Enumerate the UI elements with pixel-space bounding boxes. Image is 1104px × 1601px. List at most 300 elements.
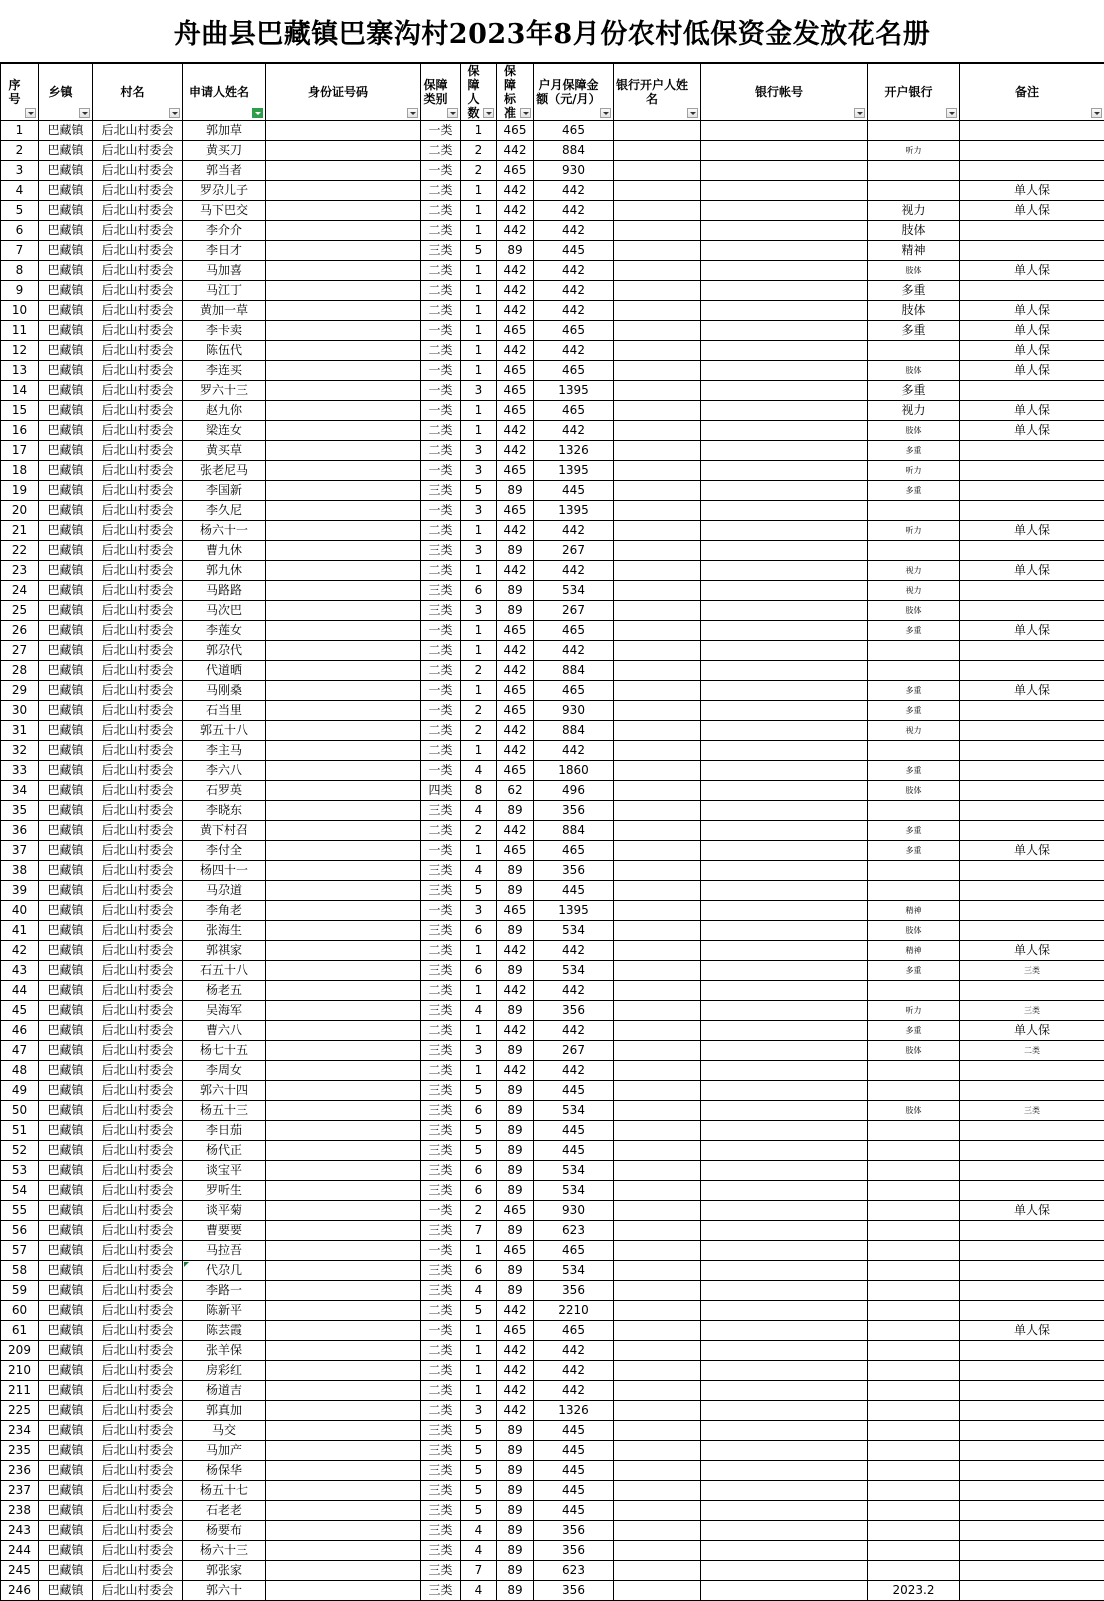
cell-account-holder[interactable] [614, 1301, 701, 1321]
cell-applicant[interactable]: 杨六十一 [183, 521, 266, 541]
cell-monthly-amount[interactable]: 442 [534, 1361, 614, 1381]
cell-standard[interactable]: 89 [497, 1521, 534, 1541]
cell-people[interactable]: 1 [461, 841, 497, 861]
cell-remarks[interactable] [960, 1541, 1104, 1561]
cell-applicant[interactable]: 李晓东 [183, 801, 266, 821]
cell-remarks[interactable] [960, 1501, 1104, 1521]
cell-seq[interactable]: 10 [1, 301, 39, 321]
cell-monthly-amount[interactable]: 1860 [534, 761, 614, 781]
cell-id-number[interactable] [266, 1261, 421, 1281]
cell-people[interactable]: 1 [461, 621, 497, 641]
cell-remarks[interactable] [960, 861, 1104, 881]
cell-monthly-amount[interactable]: 445 [534, 1081, 614, 1101]
cell-standard[interactable]: 89 [497, 1261, 534, 1281]
cell-category[interactable]: 三类 [421, 1501, 461, 1521]
cell-seq[interactable]: 51 [1, 1121, 39, 1141]
cell-id-number[interactable] [266, 561, 421, 581]
cell-village[interactable]: 后北山村委会 [93, 501, 183, 521]
cell-people[interactable]: 1 [461, 281, 497, 301]
cell-category[interactable]: 四类 [421, 781, 461, 801]
cell-village[interactable]: 后北山村委会 [93, 461, 183, 481]
cell-town[interactable]: 巴藏镇 [39, 741, 93, 761]
cell-seq[interactable]: 42 [1, 941, 39, 961]
cell-monthly-amount[interactable]: 442 [534, 1021, 614, 1041]
cell-category[interactable]: 二类 [421, 141, 461, 161]
cell-village[interactable]: 后北山村委会 [93, 1421, 183, 1441]
cell-id-number[interactable] [266, 981, 421, 1001]
cell-standard[interactable]: 442 [497, 641, 534, 661]
cell-seq[interactable]: 41 [1, 921, 39, 941]
cell-bank[interactable] [868, 181, 960, 201]
cell-people[interactable]: 1 [461, 221, 497, 241]
cell-remarks[interactable] [960, 881, 1104, 901]
cell-seq[interactable]: 23 [1, 561, 39, 581]
cell-people[interactable]: 6 [461, 921, 497, 941]
cell-people[interactable]: 6 [461, 1101, 497, 1121]
cell-standard[interactable]: 89 [497, 1461, 534, 1481]
cell-seq[interactable]: 35 [1, 801, 39, 821]
cell-remarks[interactable] [960, 641, 1104, 661]
cell-remarks[interactable] [960, 1521, 1104, 1541]
cell-id-number[interactable] [266, 1401, 421, 1421]
cell-standard[interactable]: 89 [497, 581, 534, 601]
cell-account-holder[interactable] [614, 421, 701, 441]
cell-id-number[interactable] [266, 1101, 421, 1121]
cell-standard[interactable]: 465 [497, 361, 534, 381]
cell-village[interactable]: 后北山村委会 [93, 821, 183, 841]
cell-seq[interactable]: 211 [1, 1381, 39, 1401]
cell-village[interactable]: 后北山村委会 [93, 221, 183, 241]
cell-category[interactable]: 二类 [421, 1301, 461, 1321]
cell-monthly-amount[interactable]: 1395 [534, 501, 614, 521]
cell-account-holder[interactable] [614, 201, 701, 221]
cell-bank[interactable] [868, 1261, 960, 1281]
filter-active-icon[interactable] [252, 108, 263, 118]
cell-applicant[interactable]: 曹要要 [183, 1221, 266, 1241]
cell-standard[interactable]: 89 [497, 1141, 534, 1161]
cell-remarks[interactable] [960, 1361, 1104, 1381]
cell-account-number[interactable] [701, 1441, 868, 1461]
cell-category[interactable]: 三类 [421, 481, 461, 501]
cell-people[interactable]: 4 [461, 761, 497, 781]
cell-standard[interactable]: 465 [497, 1321, 534, 1341]
cell-people[interactable]: 4 [461, 1541, 497, 1561]
cell-applicant[interactable]: 马刚桑 [183, 681, 266, 701]
cell-seq[interactable]: 40 [1, 901, 39, 921]
cell-village[interactable]: 后北山村委会 [93, 1581, 183, 1601]
cell-account-number[interactable] [701, 421, 868, 441]
cell-account-number[interactable] [701, 281, 868, 301]
cell-monthly-amount[interactable]: 2210 [534, 1301, 614, 1321]
cell-id-number[interactable] [266, 1181, 421, 1201]
cell-village[interactable]: 后北山村委会 [93, 781, 183, 801]
cell-village[interactable]: 后北山村委会 [93, 561, 183, 581]
cell-monthly-amount[interactable]: 442 [534, 941, 614, 961]
cell-seq[interactable]: 33 [1, 761, 39, 781]
cell-category[interactable]: 二类 [421, 521, 461, 541]
cell-account-number[interactable] [701, 1561, 868, 1581]
cell-standard[interactable]: 89 [497, 1481, 534, 1501]
cell-bank[interactable] [868, 1141, 960, 1161]
cell-village[interactable]: 后北山村委会 [93, 161, 183, 181]
cell-account-number[interactable] [701, 301, 868, 321]
cell-account-number[interactable] [701, 1321, 868, 1341]
cell-town[interactable]: 巴藏镇 [39, 281, 93, 301]
cell-bank[interactable]: 肢体 [868, 261, 960, 281]
cell-remarks[interactable]: 单人保 [960, 621, 1104, 641]
cell-bank[interactable]: 肢体 [868, 221, 960, 241]
cell-standard[interactable]: 89 [497, 1281, 534, 1301]
cell-category[interactable]: 三类 [421, 1121, 461, 1141]
cell-remarks[interactable] [960, 1241, 1104, 1261]
cell-account-number[interactable] [701, 1181, 868, 1201]
cell-standard[interactable]: 442 [497, 1341, 534, 1361]
cell-id-number[interactable] [266, 801, 421, 821]
cell-category[interactable]: 二类 [421, 261, 461, 281]
cell-account-holder[interactable] [614, 1061, 701, 1081]
cell-standard[interactable]: 465 [497, 841, 534, 861]
cell-account-number[interactable] [701, 221, 868, 241]
cell-seq[interactable]: 47 [1, 1041, 39, 1061]
cell-applicant[interactable]: 李日茄 [183, 1121, 266, 1141]
cell-remarks[interactable] [960, 241, 1104, 261]
cell-applicant[interactable]: 黄买刀 [183, 141, 266, 161]
cell-remarks[interactable] [960, 121, 1104, 141]
cell-people[interactable]: 1 [461, 641, 497, 661]
cell-town[interactable]: 巴藏镇 [39, 501, 93, 521]
cell-town[interactable]: 巴藏镇 [39, 881, 93, 901]
cell-category[interactable]: 三类 [421, 1461, 461, 1481]
cell-town[interactable]: 巴藏镇 [39, 1421, 93, 1441]
cell-account-holder[interactable] [614, 1021, 701, 1041]
cell-id-number[interactable] [266, 501, 421, 521]
cell-account-holder[interactable] [614, 281, 701, 301]
cell-category[interactable]: 三类 [421, 1561, 461, 1581]
cell-applicant[interactable]: 黄加一草 [183, 301, 266, 321]
cell-people[interactable]: 6 [461, 1181, 497, 1201]
cell-village[interactable]: 后北山村委会 [93, 1461, 183, 1481]
cell-account-number[interactable] [701, 321, 868, 341]
cell-people[interactable]: 1 [461, 421, 497, 441]
cell-village[interactable]: 后北山村委会 [93, 1321, 183, 1341]
cell-town[interactable]: 巴藏镇 [39, 1061, 93, 1081]
cell-seq[interactable]: 46 [1, 1021, 39, 1041]
cell-account-holder[interactable] [614, 661, 701, 681]
cell-standard[interactable]: 465 [497, 701, 534, 721]
cell-applicant[interactable]: 杨要布 [183, 1521, 266, 1541]
cell-village[interactable]: 后北山村委会 [93, 861, 183, 881]
cell-id-number[interactable] [266, 281, 421, 301]
cell-village[interactable]: 后北山村委会 [93, 681, 183, 701]
cell-applicant[interactable]: 杨六十三 [183, 1541, 266, 1561]
cell-seq[interactable]: 39 [1, 881, 39, 901]
cell-village[interactable]: 后北山村委会 [93, 621, 183, 641]
cell-account-holder[interactable] [614, 181, 701, 201]
cell-remarks[interactable] [960, 1221, 1104, 1241]
cell-remarks[interactable]: 单人保 [960, 181, 1104, 201]
cell-town[interactable]: 巴藏镇 [39, 1201, 93, 1221]
cell-standard[interactable]: 465 [497, 321, 534, 341]
cell-people[interactable]: 4 [461, 1281, 497, 1301]
cell-account-number[interactable] [701, 881, 868, 901]
cell-monthly-amount[interactable]: 534 [534, 1261, 614, 1281]
cell-town[interactable]: 巴藏镇 [39, 801, 93, 821]
cell-village[interactable]: 后北山村委会 [93, 541, 183, 561]
cell-standard[interactable]: 89 [497, 601, 534, 621]
cell-seq[interactable]: 45 [1, 1001, 39, 1021]
cell-id-number[interactable] [266, 261, 421, 281]
cell-bank[interactable] [868, 1281, 960, 1301]
cell-id-number[interactable] [266, 1161, 421, 1181]
cell-standard[interactable]: 89 [497, 921, 534, 941]
cell-standard[interactable]: 465 [497, 501, 534, 521]
cell-monthly-amount[interactable]: 267 [534, 601, 614, 621]
cell-people[interactable]: 4 [461, 801, 497, 821]
cell-remarks[interactable]: 三类 [960, 1101, 1104, 1121]
cell-account-number[interactable] [701, 1301, 868, 1321]
cell-village[interactable]: 后北山村委会 [93, 941, 183, 961]
cell-account-holder[interactable] [614, 1381, 701, 1401]
cell-monthly-amount[interactable]: 534 [534, 961, 614, 981]
cell-id-number[interactable] [266, 1301, 421, 1321]
cell-remarks[interactable] [960, 601, 1104, 621]
cell-standard[interactable]: 465 [497, 621, 534, 641]
cell-village[interactable]: 后北山村委会 [93, 761, 183, 781]
cell-bank[interactable]: 听力 [868, 141, 960, 161]
cell-village[interactable]: 后北山村委会 [93, 1221, 183, 1241]
cell-town[interactable]: 巴藏镇 [39, 1181, 93, 1201]
cell-category[interactable]: 二类 [421, 1361, 461, 1381]
cell-account-number[interactable] [701, 761, 868, 781]
cell-category[interactable]: 二类 [421, 421, 461, 441]
filter-dropdown-icon[interactable] [687, 108, 698, 118]
cell-standard[interactable]: 89 [497, 1181, 534, 1201]
cell-applicant[interactable]: 郭张家 [183, 1561, 266, 1581]
cell-town[interactable]: 巴藏镇 [39, 1461, 93, 1481]
cell-applicant[interactable]: 曹六八 [183, 1021, 266, 1041]
cell-village[interactable]: 后北山村委会 [93, 181, 183, 201]
cell-id-number[interactable] [266, 1021, 421, 1041]
cell-applicant[interactable]: 马加产 [183, 1441, 266, 1461]
cell-id-number[interactable] [266, 461, 421, 481]
cell-id-number[interactable] [266, 141, 421, 161]
cell-bank[interactable] [868, 1221, 960, 1241]
cell-applicant[interactable]: 杨五十七 [183, 1481, 266, 1501]
cell-account-number[interactable] [701, 181, 868, 201]
cell-seq[interactable]: 36 [1, 821, 39, 841]
cell-town[interactable]: 巴藏镇 [39, 1301, 93, 1321]
cell-people[interactable]: 5 [461, 1421, 497, 1441]
cell-id-number[interactable] [266, 961, 421, 981]
cell-bank[interactable]: 听力 [868, 461, 960, 481]
cell-town[interactable]: 巴藏镇 [39, 1281, 93, 1301]
cell-applicant[interactable]: 梁连女 [183, 421, 266, 441]
cell-bank[interactable]: 肢体 [868, 301, 960, 321]
cell-remarks[interactable] [960, 501, 1104, 521]
cell-monthly-amount[interactable]: 356 [534, 1001, 614, 1021]
cell-applicant[interactable]: 李莲女 [183, 621, 266, 641]
cell-town[interactable]: 巴藏镇 [39, 701, 93, 721]
cell-monthly-amount[interactable]: 465 [534, 1321, 614, 1341]
cell-standard[interactable]: 89 [497, 1501, 534, 1521]
cell-remarks[interactable] [960, 441, 1104, 461]
cell-standard[interactable]: 442 [497, 341, 534, 361]
cell-id-number[interactable] [266, 1341, 421, 1361]
cell-account-number[interactable] [701, 801, 868, 821]
cell-town[interactable]: 巴藏镇 [39, 221, 93, 241]
cell-bank[interactable] [868, 1461, 960, 1481]
cell-monthly-amount[interactable]: 445 [534, 881, 614, 901]
cell-remarks[interactable] [960, 1261, 1104, 1281]
cell-bank[interactable]: 精神 [868, 941, 960, 961]
cell-category[interactable]: 二类 [421, 741, 461, 761]
cell-account-holder[interactable] [614, 341, 701, 361]
cell-account-number[interactable] [701, 1521, 868, 1541]
cell-seq[interactable]: 21 [1, 521, 39, 541]
cell-seq[interactable]: 225 [1, 1401, 39, 1421]
cell-monthly-amount[interactable]: 1395 [534, 461, 614, 481]
cell-applicant[interactable]: 郭真加 [183, 1401, 266, 1421]
cell-remarks[interactable] [960, 801, 1104, 821]
cell-town[interactable]: 巴藏镇 [39, 1161, 93, 1181]
filter-dropdown-icon[interactable] [483, 108, 494, 118]
cell-village[interactable]: 后北山村委会 [93, 1061, 183, 1081]
cell-category[interactable]: 三类 [421, 541, 461, 561]
cell-id-number[interactable] [266, 901, 421, 921]
cell-town[interactable]: 巴藏镇 [39, 241, 93, 261]
cell-people[interactable]: 3 [461, 541, 497, 561]
cell-category[interactable]: 三类 [421, 1421, 461, 1441]
cell-seq[interactable]: 52 [1, 1141, 39, 1161]
cell-account-holder[interactable] [614, 1341, 701, 1361]
cell-bank[interactable] [868, 1381, 960, 1401]
cell-category[interactable]: 三类 [421, 241, 461, 261]
cell-applicant[interactable]: 代道晒 [183, 661, 266, 681]
cell-applicant[interactable]: 李周女 [183, 1061, 266, 1081]
cell-account-number[interactable] [701, 741, 868, 761]
cell-id-number[interactable] [266, 881, 421, 901]
cell-account-number[interactable] [701, 821, 868, 841]
cell-bank[interactable]: 多重 [868, 621, 960, 641]
cell-remarks[interactable] [960, 1441, 1104, 1461]
cell-id-number[interactable] [266, 661, 421, 681]
cell-seq[interactable]: 34 [1, 781, 39, 801]
cell-bank[interactable] [868, 661, 960, 681]
cell-standard[interactable]: 89 [497, 1561, 534, 1581]
cell-applicant[interactable]: 张海生 [183, 921, 266, 941]
cell-remarks[interactable] [960, 761, 1104, 781]
cell-category[interactable]: 二类 [421, 561, 461, 581]
cell-remarks[interactable]: 二类 [960, 1041, 1104, 1061]
cell-applicant[interactable]: 郭尕代 [183, 641, 266, 661]
cell-town[interactable]: 巴藏镇 [39, 1361, 93, 1381]
cell-account-holder[interactable] [614, 561, 701, 581]
cell-account-holder[interactable] [614, 1421, 701, 1441]
cell-category[interactable]: 三类 [421, 1161, 461, 1181]
cell-bank[interactable]: 多重 [868, 761, 960, 781]
cell-id-number[interactable] [266, 1201, 421, 1221]
cell-monthly-amount[interactable]: 1326 [534, 441, 614, 461]
cell-seq[interactable]: 56 [1, 1221, 39, 1241]
cell-town[interactable]: 巴藏镇 [39, 1401, 93, 1421]
cell-account-number[interactable] [701, 501, 868, 521]
cell-remarks[interactable] [960, 701, 1104, 721]
cell-monthly-amount[interactable]: 884 [534, 821, 614, 841]
cell-account-holder[interactable] [614, 721, 701, 741]
cell-account-number[interactable] [701, 561, 868, 581]
cell-remarks[interactable] [960, 1301, 1104, 1321]
cell-id-number[interactable] [266, 581, 421, 601]
cell-village[interactable]: 后北山村委会 [93, 341, 183, 361]
filter-dropdown-icon[interactable] [520, 108, 531, 118]
cell-bank[interactable] [868, 881, 960, 901]
cell-id-number[interactable] [266, 1041, 421, 1061]
cell-bank[interactable] [868, 1361, 960, 1381]
cell-id-number[interactable] [266, 1061, 421, 1081]
cell-id-number[interactable] [266, 521, 421, 541]
cell-people[interactable]: 1 [461, 261, 497, 281]
cell-seq[interactable]: 236 [1, 1461, 39, 1481]
cell-standard[interactable]: 442 [497, 1021, 534, 1041]
cell-standard[interactable]: 62 [497, 781, 534, 801]
cell-seq[interactable]: 43 [1, 961, 39, 981]
cell-account-holder[interactable] [614, 441, 701, 461]
cell-bank[interactable] [868, 1161, 960, 1181]
cell-people[interactable]: 5 [461, 1141, 497, 1161]
cell-category[interactable]: 三类 [421, 1041, 461, 1061]
cell-id-number[interactable] [266, 341, 421, 361]
cell-category[interactable]: 三类 [421, 881, 461, 901]
cell-village[interactable]: 后北山村委会 [93, 301, 183, 321]
cell-town[interactable]: 巴藏镇 [39, 641, 93, 661]
filter-dropdown-icon[interactable] [600, 108, 611, 118]
cell-seq[interactable]: 44 [1, 981, 39, 1001]
cell-applicant[interactable]: 黄下村召 [183, 821, 266, 841]
cell-people[interactable]: 5 [461, 1081, 497, 1101]
cell-account-holder[interactable] [614, 1401, 701, 1421]
cell-monthly-amount[interactable]: 356 [534, 801, 614, 821]
cell-people[interactable]: 2 [461, 721, 497, 741]
cell-people[interactable]: 5 [461, 241, 497, 261]
cell-monthly-amount[interactable]: 442 [534, 221, 614, 241]
cell-village[interactable]: 后北山村委会 [93, 981, 183, 1001]
cell-bank[interactable] [868, 1121, 960, 1141]
cell-category[interactable]: 三类 [421, 1521, 461, 1541]
cell-id-number[interactable] [266, 741, 421, 761]
cell-seq[interactable]: 15 [1, 401, 39, 421]
cell-people[interactable]: 4 [461, 861, 497, 881]
cell-standard[interactable]: 442 [497, 561, 534, 581]
cell-village[interactable]: 后北山村委会 [93, 241, 183, 261]
cell-bank[interactable] [868, 341, 960, 361]
cell-people[interactable]: 1 [461, 361, 497, 381]
filter-dropdown-icon[interactable] [25, 108, 36, 118]
cell-bank[interactable] [868, 1321, 960, 1341]
cell-category[interactable]: 一类 [421, 1201, 461, 1221]
cell-standard[interactable]: 442 [497, 821, 534, 841]
cell-remarks[interactable]: 单人保 [960, 361, 1104, 381]
cell-account-holder[interactable] [614, 961, 701, 981]
cell-account-number[interactable] [701, 641, 868, 661]
cell-account-holder[interactable] [614, 621, 701, 641]
cell-people[interactable]: 5 [461, 881, 497, 901]
cell-monthly-amount[interactable]: 465 [534, 1241, 614, 1261]
cell-category[interactable]: 一类 [421, 1321, 461, 1341]
cell-people[interactable]: 3 [461, 381, 497, 401]
cell-monthly-amount[interactable]: 442 [534, 301, 614, 321]
cell-town[interactable]: 巴藏镇 [39, 521, 93, 541]
cell-account-number[interactable] [701, 961, 868, 981]
